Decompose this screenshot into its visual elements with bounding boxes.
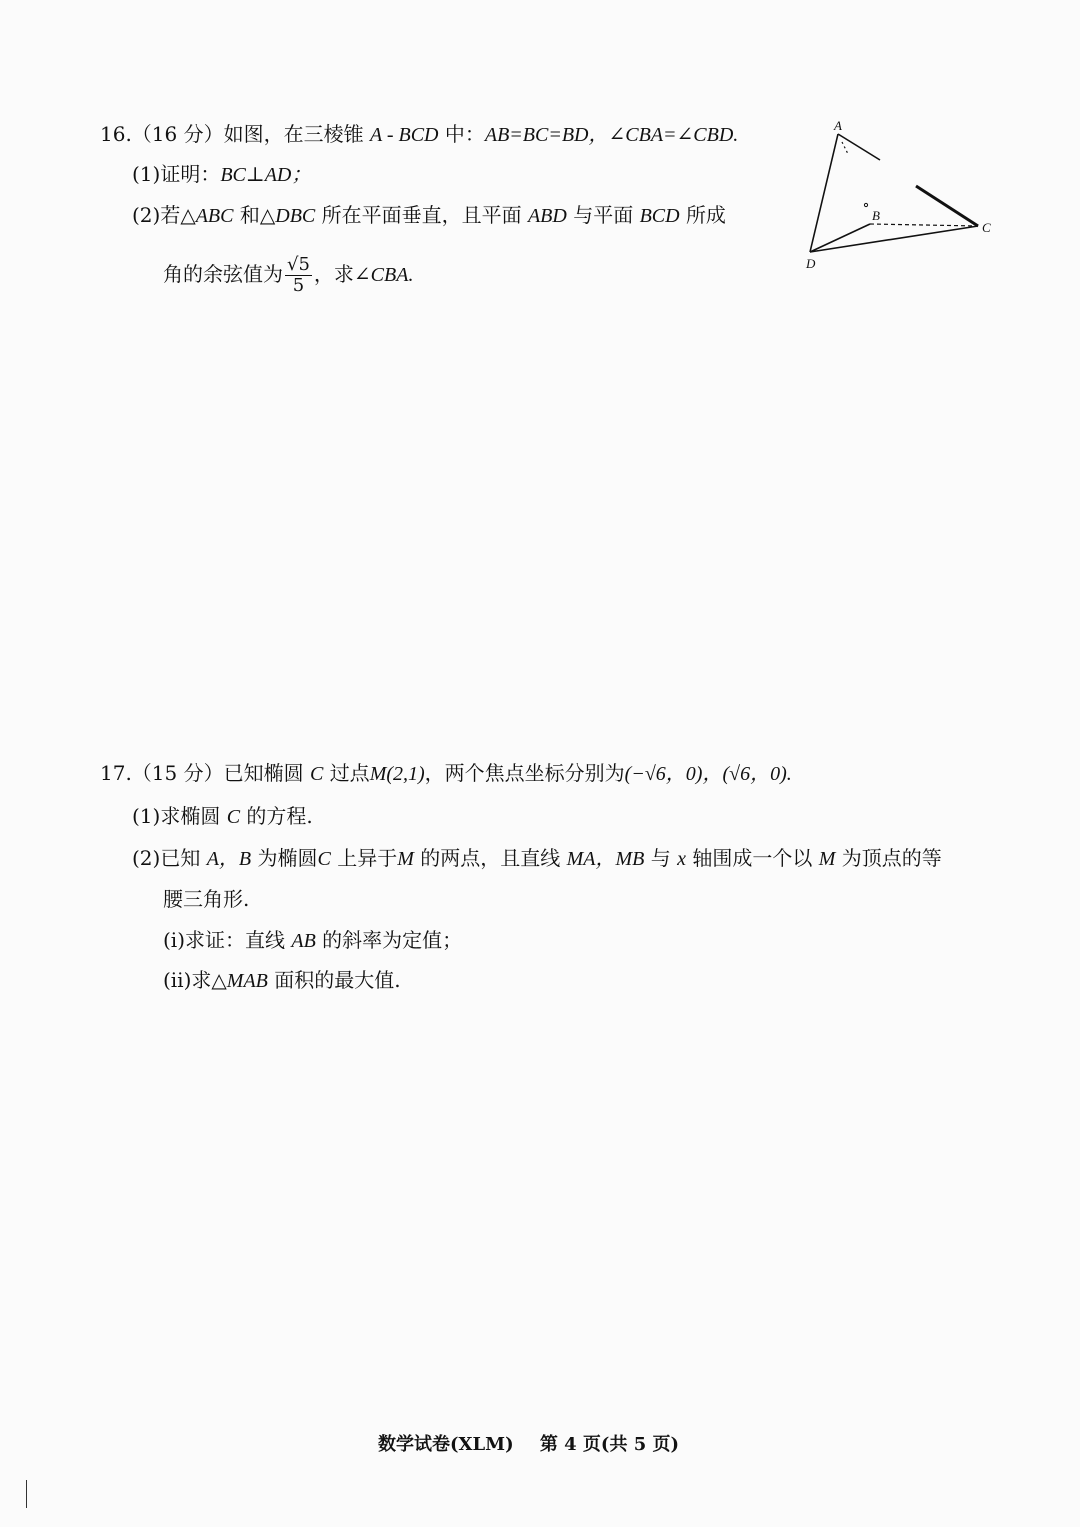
q16-plane-bcd: BCD: [639, 205, 680, 227]
label-c: C: [982, 220, 991, 235]
q17-sub2-text-b: 面积的最大值.: [274, 968, 401, 992]
q16-part2-line2: [163, 255, 413, 296]
q17-part2-ellipse-c: C: [317, 848, 331, 870]
q17-part2-line1: [132, 844, 942, 873]
q17-sub1-text-a: (ⅰ)求证：直线: [163, 928, 286, 952]
tetrahedron-figure: [798, 116, 1008, 276]
q17-line-ab: AB: [291, 930, 316, 952]
q16-part2-text-a: (2)若△: [132, 203, 196, 227]
edge-ac-lower: [916, 186, 978, 226]
q16-triangle-abc: ABC: [195, 205, 234, 227]
q17-triangle-mab: MAB: [226, 970, 268, 992]
margin-mark: [26, 1480, 27, 1508]
q17-sub2-text-a: (ⅱ)求△: [163, 968, 227, 992]
q17-part2-text-f: 与: [650, 846, 671, 870]
q17-isosceles-text: 腰三角形.: [163, 887, 250, 911]
q17-sub1-line: [163, 926, 462, 955]
label-b: B: [872, 208, 880, 223]
q16-mid-text: 中：: [444, 122, 485, 146]
q16-part1-statement: BC⊥AD；: [220, 164, 312, 186]
q16-header-text: 16.（16 分）如图，在三棱锥: [100, 122, 364, 146]
q17-x-axis: x: [677, 848, 686, 870]
q16-fraction-numerator: √5: [287, 254, 310, 275]
q16-cosine-text: 角的余弦值为: [163, 262, 283, 286]
label-a: A: [834, 118, 842, 133]
q16-cosine-fraction: [285, 255, 312, 296]
q17-part2-text-b: 为椭圆: [257, 846, 318, 870]
edge-bc-hidden: [870, 224, 978, 226]
q17-foci-coordinates: (−√6，0)，(√6，0).: [624, 763, 792, 785]
q16-find-text: ，求: [313, 262, 354, 286]
q16-tetrahedron: A - BCD: [369, 124, 439, 146]
q16-part1-line: [132, 160, 311, 189]
edge-dc: [810, 226, 978, 252]
q17-part2-text-h: 为顶点的等: [841, 846, 942, 870]
footer-exam-title: 数学试卷(XLM): [378, 1434, 514, 1455]
q17-ellipse-c: C: [309, 763, 324, 785]
q17-part2-text-d: 上异于: [337, 846, 398, 870]
q17-passes-text: 过点: [329, 761, 370, 785]
q16-target-angle: ∠CBA.: [353, 264, 414, 286]
q17-part1-ellipse-c: C: [226, 806, 241, 828]
q16-part2-text-b: 和△: [239, 203, 276, 227]
edge-ad: [810, 134, 838, 252]
q17-sub2-line: [163, 966, 401, 995]
page-footer: [378, 1430, 699, 1456]
q17-part2-text-g: 轴围成一个以: [692, 846, 813, 870]
q17-part1-equation-text: 的方程.: [246, 804, 313, 828]
q17-part1-text: (1)求椭圆: [132, 804, 221, 828]
q17-part2-text-a: (2)已知: [132, 846, 201, 870]
footer-page-number: 第 4 页(共 5 页): [539, 1434, 680, 1455]
label-d: D: [806, 256, 816, 271]
q16-part2-text-e: 所成: [685, 203, 726, 227]
q17-points-ab: A，B: [206, 848, 252, 870]
vertex-b-mark: [864, 203, 867, 206]
q17-header-text: 17.（15 分）已知椭圆: [100, 761, 304, 785]
q17-foci-text: ，两个焦点坐标分别为: [424, 761, 625, 785]
q16-plane-abd: ABD: [527, 205, 567, 227]
q17-part2-text-e: 的两点，且直线: [420, 846, 561, 870]
q16-given-equal-sides: AB=BC=BD，: [484, 124, 609, 146]
q16-triangle-dbc: DBC: [275, 205, 316, 227]
q17-lines-ma-mb: MA，MB: [566, 848, 645, 870]
edge-ab-hidden: [842, 142, 848, 154]
q16-fraction-denominator: 5: [292, 275, 305, 296]
q16-header-line: [100, 120, 738, 149]
q17-vertex-m: M: [818, 848, 836, 870]
q16-part2-line1: [132, 201, 726, 230]
q16-part1-prefix: (1)证明：: [132, 162, 221, 186]
q17-point-m: M(2,1): [369, 763, 425, 785]
q16-part2-text-c: 所在平面垂直，且平面: [321, 203, 522, 227]
q16-part2-text-d: 与平面: [573, 203, 634, 227]
q16-given-angles: ∠CBA=∠CBD.: [608, 124, 739, 146]
q17-part2-point-m: M: [397, 848, 414, 870]
q17-header-line: [100, 759, 792, 788]
q17-part1-line: [132, 802, 313, 831]
q17-part2-line2: [163, 885, 249, 913]
q17-sub1-text-b: 的斜率为定值；: [322, 928, 463, 952]
